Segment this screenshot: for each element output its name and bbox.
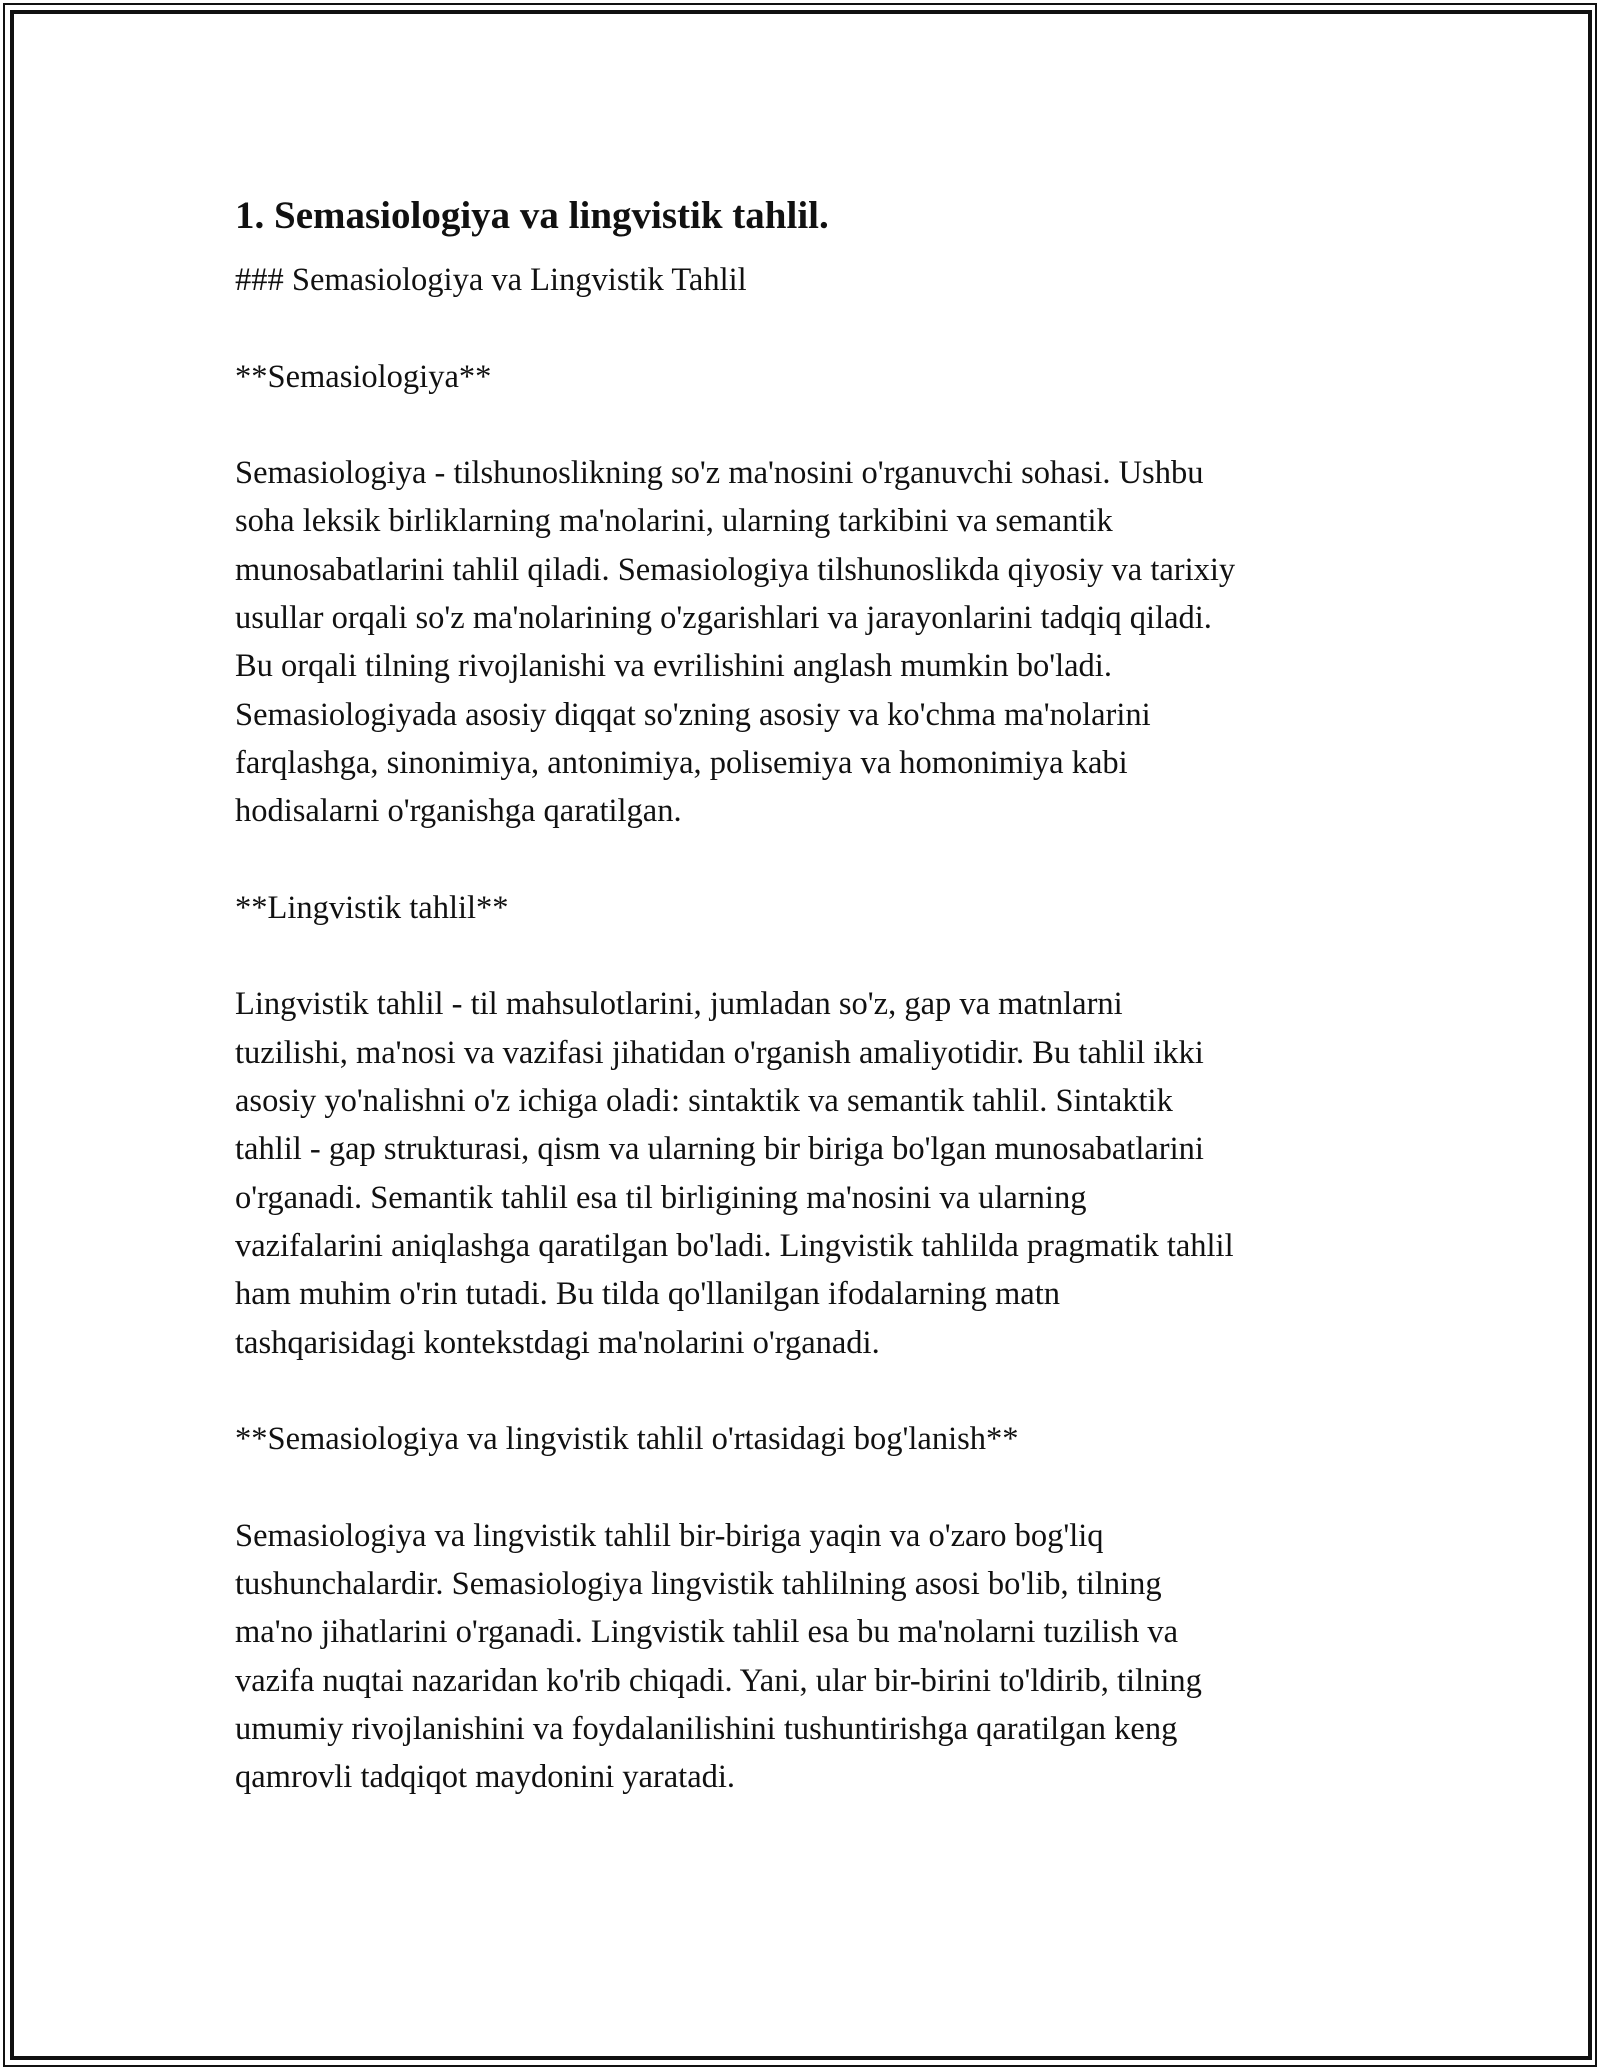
paragraph-line: hodisalarni o'rganishga qaratilgan. xyxy=(235,793,682,830)
paragraph-line: Bu orqali tilning rivojlanishi va evrilishini anglash mumkin bo'ladi. xyxy=(235,648,1112,685)
paragraph-line: Semasiologiyada asosiy diqqat so'zning asosiy va ko'chma ma'nolarini xyxy=(235,696,1151,733)
section-heading: **Semasiologiya va lingvistik tahlil o'rtasidagi bog'lanish** xyxy=(235,1421,1019,1458)
paragraph-line: usullar orqali so'z ma'nolarining o'zgarishlari va jarayonlarini tadqiq qiladi. xyxy=(235,600,1212,637)
paragraph-line: tashqarisidagi kontekstdagi ma'nolarini o'rganadi. xyxy=(235,1324,880,1361)
paragraph-line: Semasiologiya - tilshunoslikning so'z ma'nosini o'rganuvchi sohasi. Ushbu xyxy=(235,455,1204,492)
paragraph-line: Lingvistik tahlil - til mahsulotlarini, jumladan so'z, gap va matnlarni xyxy=(235,986,1123,1023)
paragraph-line: umumiy rivojlanishini va foydalanilishini tushuntirishga qaratilgan keng xyxy=(235,1710,1178,1747)
paragraph-line: tahlil - gap strukturasi, qism va ularning bir biriga bo'lgan munosabatlarini xyxy=(235,1131,1204,1168)
section-heading: **Lingvistik tahlil** xyxy=(235,889,509,926)
paragraph-line: vazifalarini aniqlashga qaratilgan bo'ladi. Lingvistik tahlilda pragmatik tahlil xyxy=(235,1227,1234,1264)
paragraph-line: qamrovli tadqiqot maydonini yaratadi. xyxy=(235,1759,736,1796)
paragraph-line: ham muhim o'rin tutadi. Bu tilda qo'llanilgan ifodalarning matn xyxy=(235,1276,1060,1313)
paragraph-line: munosabatlarini tahlil qiladi. Semasiologiya tilshunoslikda qiyosiy va tarixiy xyxy=(235,551,1236,588)
section-heading: **Semasiologiya** xyxy=(235,358,492,395)
section-semasiologiya xyxy=(235,353,1375,836)
paragraph-line: tushunchalardir. Semasiologiya lingvistik tahlilning asosi bo'lib, tilning xyxy=(235,1566,1162,1603)
section-paragraph xyxy=(235,449,1375,835)
section-boglanish xyxy=(235,1415,1375,1801)
document-title: 1. Semasiologiya va lingvistik tahlil. xyxy=(235,194,829,237)
paragraph-line: asosiy yo'nalishni o'z ichiga oladi: sintaktik va semantik tahlil. Sintaktik xyxy=(235,1083,1173,1120)
paragraph-line: Semasiologiya va lingvistik tahlil bir-biriga yaqin va o'zaro bog'liq xyxy=(235,1517,1104,1554)
section-paragraph xyxy=(235,980,1375,1366)
paragraph-line: vazifa nuqtai nazaridan ko'rib chiqadi. Yani, ular bir-birini to'ldirib, tilning xyxy=(235,1662,1202,1699)
paragraph-line: soha leksik birliklarning ma'nolarini, ularning tarkibini va semantik xyxy=(235,503,1113,540)
paragraph-line: farqlashga, sinonimiya, antonimiya, polisemiya va homonimiya kabi xyxy=(235,744,1128,781)
paragraph-line: o'rganadi. Semantik tahlil esa til birligining ma'nosini va ularning xyxy=(235,1179,1087,1216)
section-paragraph xyxy=(235,1512,1375,1802)
document-body xyxy=(235,180,1375,1850)
section-lingvistik-tahlil xyxy=(235,884,1375,1367)
document-subtitle: ### Semasiologiya va Lingvistik Tahlil xyxy=(235,262,747,298)
paragraph-line: tuzilishi, ma'nosi va vazifasi jihatidan o'rganish amaliyotidir. Bu tahlil ikki xyxy=(235,1034,1204,1071)
paragraph-line: ma'no jihatlarini o'rganadi. Lingvistik tahlil esa bu ma'nolarni tuzilish va xyxy=(235,1614,1179,1651)
